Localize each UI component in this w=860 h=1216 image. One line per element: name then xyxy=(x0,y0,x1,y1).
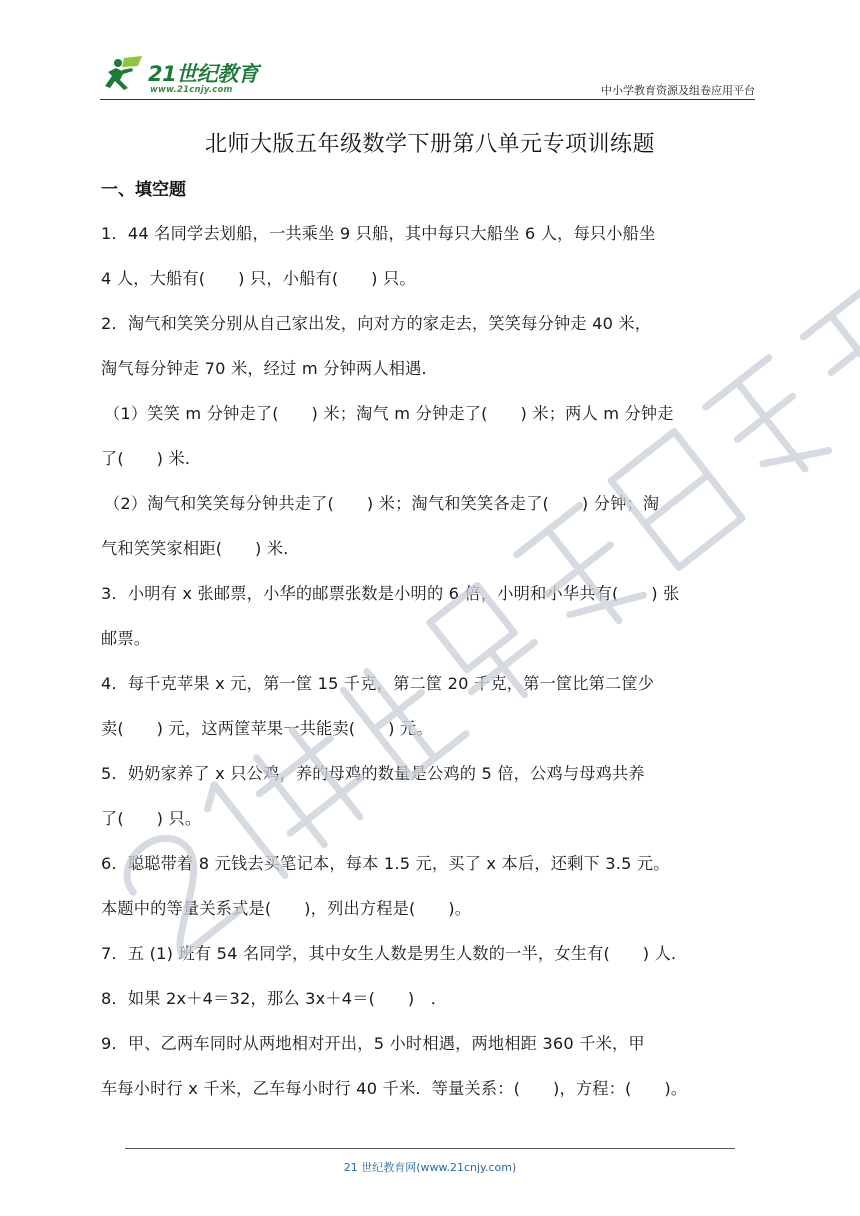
question-6-line-2: 本题中的等量关系式是( )，列出方程是( )。 xyxy=(101,899,472,918)
question-9-line-2: 车每小时行 x 千米，乙车每小时行 40 千米．等量关系：( )，方程：( )。 xyxy=(101,1079,688,1098)
question-1-line-1: 1．44 名同学去划船，一共乘坐 9 只船，其中每只大船坐 6 人，每只小船坐 xyxy=(101,224,656,243)
question-9-line-1: 9．甲、乙两车同时从两地相对开出，5 小时相遇，两地相距 360 千米，甲 xyxy=(101,1034,645,1053)
logo-url: www.21cnjy.com xyxy=(150,85,233,95)
question-2-part-1-line-2: 了( ) 米． xyxy=(101,449,202,468)
question-4-line-2: 卖( ) 元，这两筐苹果一共能卖( ) 元。 xyxy=(101,719,433,738)
header-divider xyxy=(100,99,755,100)
platform-tagline: 中小学教育资源及组卷应用平台 xyxy=(601,84,755,97)
footer-divider xyxy=(125,1148,735,1149)
question-2-part-2-line-1: （2）淘气和笑笑每分钟共走了( ) 米；淘气和笑笑各走了( ) 分钟；淘 xyxy=(104,494,660,513)
question-1-line-2: 4 人，大船有( ) 只，小船有( ) 只。 xyxy=(101,269,416,288)
footer-link[interactable]: 21 世纪教育网(www.21cnjy.com) xyxy=(343,1161,517,1174)
page-title: 北师大版五年级数学下册第八单元专项训练题 xyxy=(204,132,655,157)
question-5-line-1: 5．奶奶家养了 x 只公鸡，养的母鸡的数量是公鸡的 5 倍，公鸡与母鸡共养 xyxy=(101,764,645,783)
runner-logo-icon xyxy=(102,54,148,94)
question-2-part-2-line-2: 气和笑笑家相距( ) 米． xyxy=(101,539,300,558)
question-5-line-2: 了( ) 只。 xyxy=(101,809,202,828)
question-4-line-1: 4．每千克苹果 x 元，第一筐 15 千克，第二筐 20 千克，第一筐比第二筐少 xyxy=(101,674,655,693)
question-8-line-1: 8．如果 2x＋4＝32，那么 3x＋4＝( ) ． xyxy=(101,989,448,1008)
section-heading: 一、填空题 xyxy=(101,180,186,200)
page-header xyxy=(100,52,755,100)
question-6-line-1: 6．聪聪带着 8 元钱去买笔记本，每本 1.5 元，买了 x 本后，还剩下 3.5 元。 xyxy=(101,854,670,873)
logo-name: 21世纪教育 xyxy=(148,62,259,86)
question-2-line-1: 2．淘气和笑笑分别从自己家出发，向对方的家走去，笑笑每分钟走 40 米， xyxy=(101,314,652,333)
question-3-line-1: 3．小明有 x 张邮票，小华的邮票张数是小明的 6 倍，小明和小华共有( ) 张 xyxy=(101,584,680,603)
question-3-line-2: 邮票。 xyxy=(101,629,151,648)
question-2-line-2: 淘气每分钟走 70 米，经过 m 分钟两人相遇． xyxy=(101,359,438,378)
question-2-part-1-line-1: （1）笑笑 m 分钟走了( ) 米；淘气 m 分钟走了( ) 米；两人 m 分钟走 xyxy=(104,404,674,423)
question-7-line-1: 7．五 (1) 班有 54 名同学，其中女生人数是男生人数的一半，女生有( ) 人． xyxy=(101,944,688,963)
site-logo[interactable] xyxy=(100,52,270,98)
